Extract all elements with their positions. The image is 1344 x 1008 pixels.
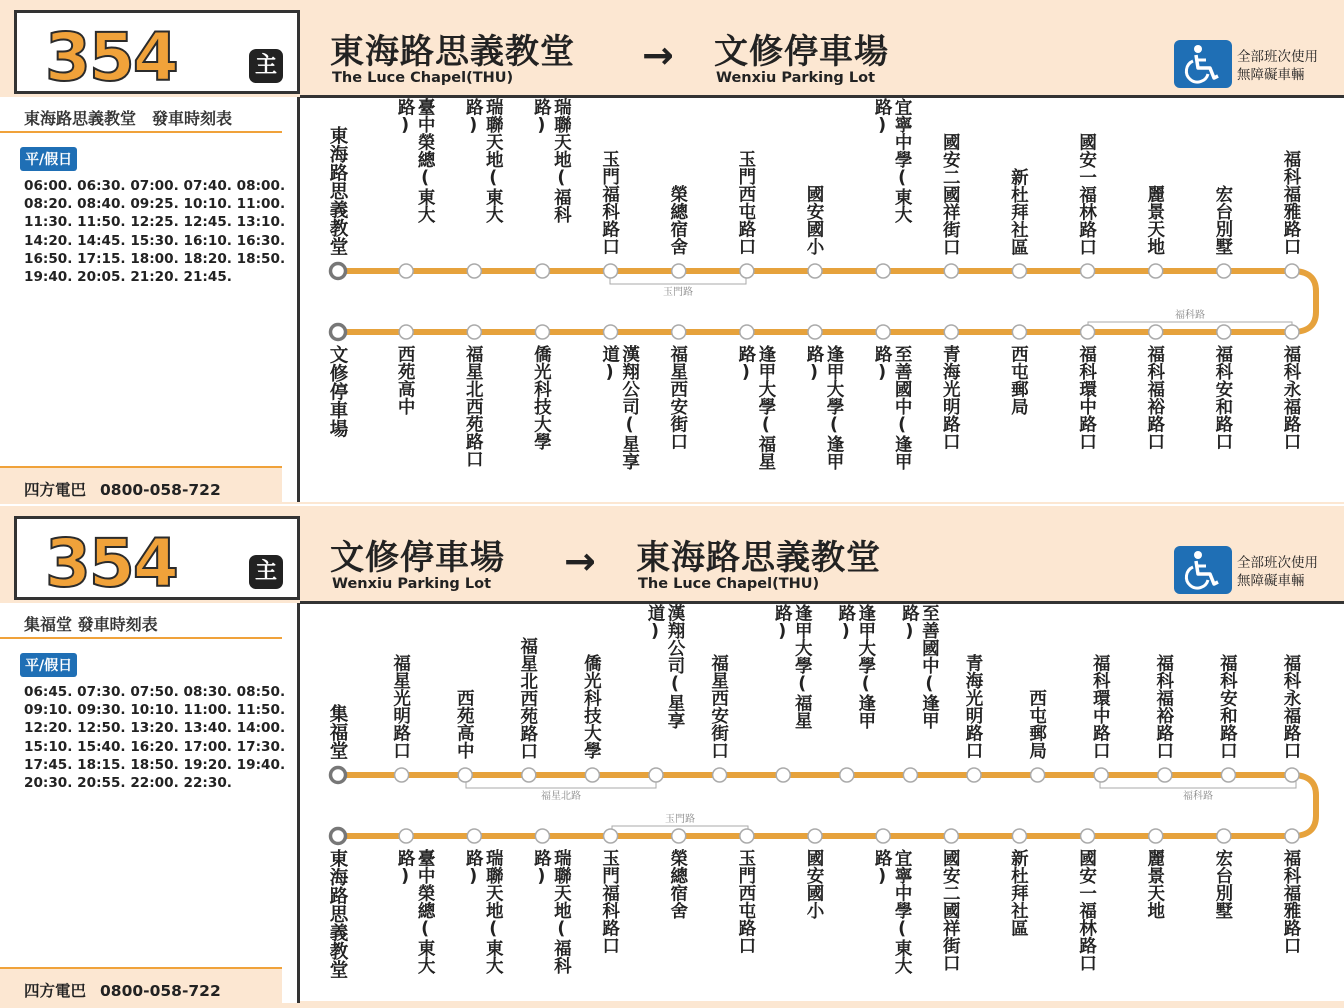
stop-marker (876, 264, 890, 278)
departure-times: 06:00. 06:30. 07:00. 07:40. 08:00. 08:20. 08:40. 09:25. 10:10. 11:00. 11:30. 11:50. 12:25. 12:45. 13:10. 14:20. 14:45. 15:30. 16:10. 16:30. 16:50. 17:15. 18:00. 18:20. 18:50. 19:40. 20:05. 21:20. 21:45. (24, 178, 286, 286)
stop-marker (604, 829, 618, 843)
origin-name: 文修停車場 (330, 538, 505, 578)
route-number-box (14, 516, 300, 600)
route-panel-return (0, 506, 1344, 1008)
stop-name: 玉門福科路口 (599, 849, 620, 954)
stop-name: 至善國中(逢甲路) (872, 345, 913, 470)
terminal-stop-marker (331, 768, 346, 783)
route-number: 354 (45, 19, 177, 96)
operator-phone: 0800-058-722 (100, 481, 221, 499)
stop-name: 國安二國祥街口 (940, 132, 961, 255)
accessibility-note (1237, 48, 1318, 84)
stop-marker (740, 829, 754, 843)
stop-marker (535, 325, 549, 339)
stop-marker (1012, 264, 1026, 278)
stop-marker (840, 768, 854, 782)
operator-contact (0, 967, 282, 1003)
stop-name: 福科安和路口 (1217, 654, 1238, 759)
stop-name: 宏台別墅 (1212, 185, 1233, 255)
route-number: 354 (45, 525, 177, 602)
stop-marker (467, 264, 481, 278)
stop-name: 福星北西苑路口 (463, 345, 484, 468)
stop-name: 國安國小 (804, 185, 824, 255)
stop-name: 福科環中路口 (1076, 345, 1097, 450)
stop-name: 福星西安街口 (667, 345, 688, 450)
stop-name: 漢翔公司(星享道) (599, 345, 640, 470)
departure-times: 06:45. 07:30. 07:50. 08:30. 08:50. 09:10. 09:30. 10:10. 11:00. 11:50. 12:20. 12:50. 13:20. 13:40. 14:00. 15:10. 15:40. 16:20. 17:00. 17:30. 17:45. 18:15. 18:50. 19:20. 19:40. 20:30. 20:55. 22:00. 22:30. (24, 684, 286, 792)
route-line (338, 775, 1316, 836)
stop-marker (604, 325, 618, 339)
stop-marker (535, 264, 549, 278)
direction-arrow-icon: → (564, 539, 596, 583)
stop-marker (808, 325, 822, 339)
stop-marker (672, 829, 686, 843)
road-segment-label (1088, 308, 1292, 332)
stop-name: 青海光明路口 (963, 654, 983, 759)
stop-marker (1217, 325, 1231, 339)
terminal-stop-marker (331, 829, 346, 844)
stop-marker (1285, 768, 1299, 782)
stop-name: 僑光科技大學 (531, 345, 552, 450)
timetable-title: 集福堂 發車時刻表 (0, 603, 282, 639)
stop-marker (1158, 768, 1172, 782)
stop-name: 宜寧中學(東大路) (872, 98, 913, 223)
stop-marker (903, 768, 917, 782)
stop-name: 麗景天地 (1144, 185, 1165, 255)
stop-name: 新杜拜社區 (1008, 849, 1029, 937)
stop-marker (1217, 264, 1231, 278)
stop-name: 青海光明路口 (940, 345, 961, 450)
stop-name: 福科福雅路口 (1281, 849, 1301, 954)
stop-name: 福科福裕路口 (1144, 345, 1165, 450)
road-segment-label (466, 778, 656, 802)
stop-marker (776, 768, 790, 782)
accessibility-line-1: 全部班次使用 (1237, 555, 1318, 571)
svg-text:福科路: 福科路 (1183, 791, 1213, 802)
stop-marker (1149, 264, 1163, 278)
stop-name: 國安一福林路口 (1076, 849, 1097, 972)
stop-name: 宜寧中學(東大路) (872, 849, 913, 974)
stop-name: 福星北西苑路口 (517, 636, 538, 759)
stop-marker (1081, 264, 1095, 278)
stop-marker (1221, 768, 1235, 782)
stop-name: 瑞聯天地(福科路) (531, 98, 572, 223)
stop-marker (1081, 325, 1095, 339)
stop-marker (1285, 325, 1299, 339)
stop-marker (1012, 829, 1026, 843)
stop-name: 福科環中路口 (1090, 654, 1111, 759)
stop-marker (585, 768, 599, 782)
svg-text:福星北路: 福星北路 (541, 791, 581, 802)
stop-marker (1031, 768, 1045, 782)
stop-name: 逢甲大學(逢甲路) (804, 345, 844, 470)
stop-marker (399, 325, 413, 339)
stop-marker (967, 768, 981, 782)
stop-marker (1012, 325, 1026, 339)
stop-name: 福科永福路口 (1281, 654, 1301, 759)
stop-marker (458, 768, 472, 782)
operator-phone: 0800-058-722 (100, 982, 221, 1000)
stop-marker (944, 264, 958, 278)
direction-arrow-icon: → (642, 33, 674, 77)
origin-name-en: Wenxiu Parking Lot (332, 576, 491, 592)
route-header (300, 506, 1344, 601)
stop-marker (672, 264, 686, 278)
operator-contact (0, 466, 282, 502)
stop-name: 玉門福科路口 (599, 150, 620, 255)
timetable-sidebar (0, 97, 300, 502)
origin-name: 東海路思義教堂 (330, 32, 575, 72)
road-segment-label (1100, 778, 1296, 802)
stop-marker (1149, 829, 1163, 843)
operator-name: 四方電巴 (24, 982, 87, 1000)
terminal-stop-marker (331, 264, 346, 279)
stop-name: 逢甲大學(逢甲路) (835, 604, 876, 729)
stop-marker (399, 829, 413, 843)
stop-marker (740, 325, 754, 339)
stop-name: 西屯郵局 (1026, 689, 1047, 759)
stop-name: 福星光明路口 (390, 654, 411, 759)
accessibility-note (1237, 554, 1318, 590)
day-type-badge: 平/假日 (20, 653, 77, 677)
stop-name: 西苑高中 (395, 345, 416, 415)
main-route-badge: 主 (249, 49, 283, 83)
stop-name: 至善國中(逢甲路) (899, 604, 940, 729)
route-line-diagram (300, 604, 1344, 1004)
route-map (300, 95, 1344, 502)
route-map (300, 601, 1344, 1001)
stop-marker (876, 829, 890, 843)
timetable-title: 東海路思義教堂 發車時刻表 (0, 97, 282, 133)
stop-marker (1285, 829, 1299, 843)
stop-name: 福科永福路口 (1281, 345, 1301, 450)
stop-marker (395, 768, 409, 782)
terminal-stop-name: 東海路思義教堂 (327, 125, 348, 255)
stop-marker (1094, 768, 1108, 782)
stop-name: 玉門西屯路口 (735, 849, 756, 954)
stop-name: 僑光科技大學 (581, 654, 602, 759)
svg-text:玉門路: 玉門路 (665, 814, 695, 825)
svg-text:福科路: 福科路 (1175, 310, 1205, 321)
stop-marker (740, 264, 754, 278)
route-number-box (14, 10, 300, 94)
stop-name: 臺中榮總(東大路) (395, 849, 436, 974)
stop-marker (467, 325, 481, 339)
stop-marker (649, 768, 663, 782)
stop-marker (808, 829, 822, 843)
operator-name: 四方電巴 (24, 481, 87, 499)
stop-name: 瑞聯天地(東大路) (463, 849, 504, 974)
main-route-badge: 主 (249, 555, 283, 589)
stop-marker (522, 768, 536, 782)
route-line (338, 271, 1316, 332)
accessibility-line-2: 無障礙車輛 (1237, 573, 1305, 589)
stop-marker (672, 325, 686, 339)
wheelchair-icon (1174, 546, 1232, 594)
stop-name: 福科福雅路口 (1281, 150, 1301, 255)
stop-name: 臺中榮總(東大路) (395, 98, 436, 223)
stop-name: 瑞聯天地(東大路) (463, 98, 504, 223)
destination-name: 東海路思義教堂 (636, 538, 881, 578)
svg-text:玉門路: 玉門路 (663, 287, 693, 298)
stop-name: 逢甲大學(福星路) (772, 604, 813, 729)
stop-marker (604, 264, 618, 278)
terminal-stop-name: 集福堂 (327, 703, 348, 759)
stop-marker (467, 829, 481, 843)
stop-name: 西屯郵局 (1008, 345, 1029, 415)
destination-name-en: Wenxiu Parking Lot (716, 70, 875, 86)
stop-marker (944, 325, 958, 339)
wheelchair-icon (1174, 40, 1232, 88)
stop-marker (1217, 829, 1231, 843)
route-header (300, 0, 1344, 95)
stop-name: 逢甲大學(福星路) (735, 345, 776, 470)
destination-name-en: The Luce Chapel(THU) (638, 576, 820, 592)
stop-marker (1285, 264, 1299, 278)
stop-name: 宏台別墅 (1212, 849, 1233, 919)
stop-name: 榮總宿舍 (667, 185, 688, 255)
terminal-stop-name: 東海路思義教堂 (327, 849, 348, 979)
stop-name: 福星西安街口 (708, 654, 729, 759)
stop-marker (876, 325, 890, 339)
stop-marker (535, 829, 549, 843)
timetable-sidebar (0, 603, 300, 1003)
stop-name: 西苑高中 (454, 689, 475, 759)
stop-marker (1081, 829, 1095, 843)
stop-name: 福科安和路口 (1212, 345, 1233, 450)
stop-name: 漢翔公司(星享道) (645, 604, 685, 729)
stop-name: 榮總宿舍 (667, 849, 688, 919)
stop-name: 瑞聯天地(福科路) (531, 849, 572, 974)
stop-marker (399, 264, 413, 278)
stop-name: 國安二國祥街口 (940, 849, 961, 972)
stop-name: 麗景天地 (1144, 849, 1165, 919)
stop-marker (944, 829, 958, 843)
stop-name: 國安一福林路口 (1076, 132, 1097, 255)
accessibility-line-1: 全部班次使用 (1237, 49, 1318, 65)
stop-marker (808, 264, 822, 278)
day-type-badge: 平/假日 (20, 147, 77, 171)
accessibility-line-2: 無障礙車輛 (1237, 67, 1305, 83)
terminal-stop-marker (331, 325, 346, 340)
terminal-stop-name: 文修停車場 (327, 345, 348, 438)
stop-name: 福科福裕路口 (1153, 654, 1174, 759)
stop-marker (1149, 325, 1163, 339)
origin-name-en: The Luce Chapel(THU) (332, 70, 514, 86)
stop-marker (713, 768, 727, 782)
stop-name: 新杜拜社區 (1008, 167, 1029, 255)
stop-name: 玉門西屯路口 (735, 150, 756, 255)
destination-name: 文修停車場 (714, 32, 889, 72)
stop-name: 國安國小 (804, 849, 824, 919)
